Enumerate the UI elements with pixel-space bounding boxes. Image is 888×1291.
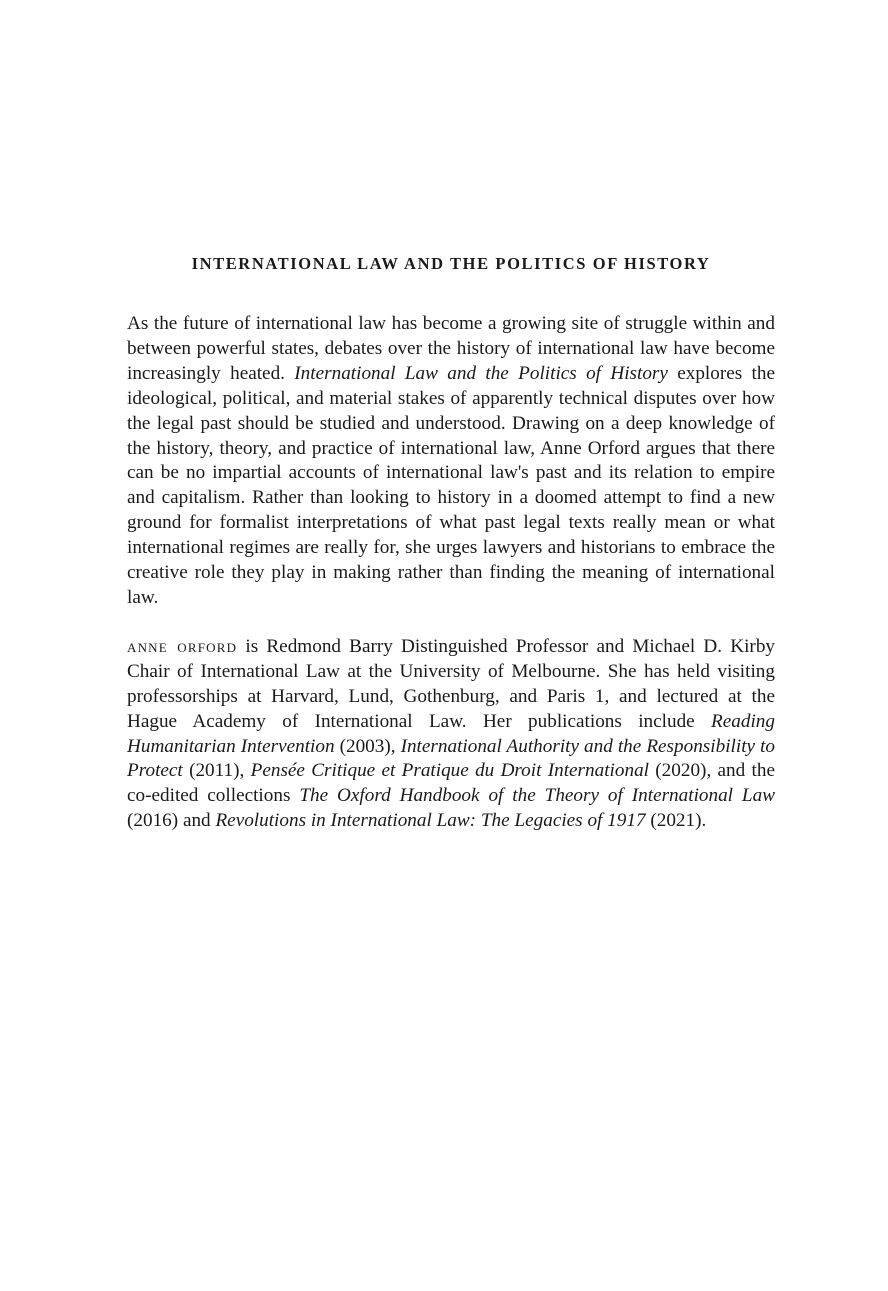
book-description xyxy=(127,312,775,611)
bio-text-3: (2011), xyxy=(182,760,251,782)
bio-text-6: (2021). xyxy=(645,810,707,832)
bio-text-2: (2003), xyxy=(334,735,401,757)
bio-text-1: is Redmond Barry Distinguished Professor and Michael D. Kirby Chair of International Law at the University of Melbourne. She has held visiting professorships at Harvard, Lund, Gothenburg, and Paris 1, and lectured at the Hague Academy of International Law. Her publications include xyxy=(127,635,776,732)
bio-text-4: (2020), and the co-edited collections xyxy=(127,760,775,807)
publication-4: The Oxford Handbook of the Theory of International Law xyxy=(299,785,775,807)
publication-3: Pensée Critique et Pratique du Droit International xyxy=(250,760,649,782)
publication-5: Revolutions in International Law: The Legacies of 1917 xyxy=(215,810,646,832)
description-text-1: As the future of international law has become a growing site of struggle within and between powerful states, debates over the history of international law have become increasingly heated. xyxy=(127,313,775,384)
book-title-italic: International Law and the Politics of History xyxy=(294,362,668,384)
author-bio xyxy=(127,635,775,834)
publication-1: Reading Humanitarian Intervention xyxy=(127,710,775,757)
description-text-2: explores the ideological, political, and material stakes of apparently technical disputes over how the legal past should be studied and understood. Drawing on a deep knowledge of the history, theory, and practice of international law, Anne Orford argues that there can be no impartial accounts of international law's past and its relation to empire and capitalism. Rather than looking to history in a doomed attempt to find a new ground for formalist interpretations of what past legal texts really mean or what international regimes are really for, she urges lawyers and historians to embrace the creative role they play in making rather than finding the meaning of international law. xyxy=(127,362,775,608)
bio-text-5: (2016) and xyxy=(127,810,216,832)
publication-2: International Authority and the Responsibility to Protect xyxy=(127,735,775,782)
page-content xyxy=(127,252,775,834)
page-title: INTERNATIONAL LAW AND THE POLITICS OF HISTORY xyxy=(191,254,711,273)
author-name: anne orford xyxy=(127,635,238,657)
